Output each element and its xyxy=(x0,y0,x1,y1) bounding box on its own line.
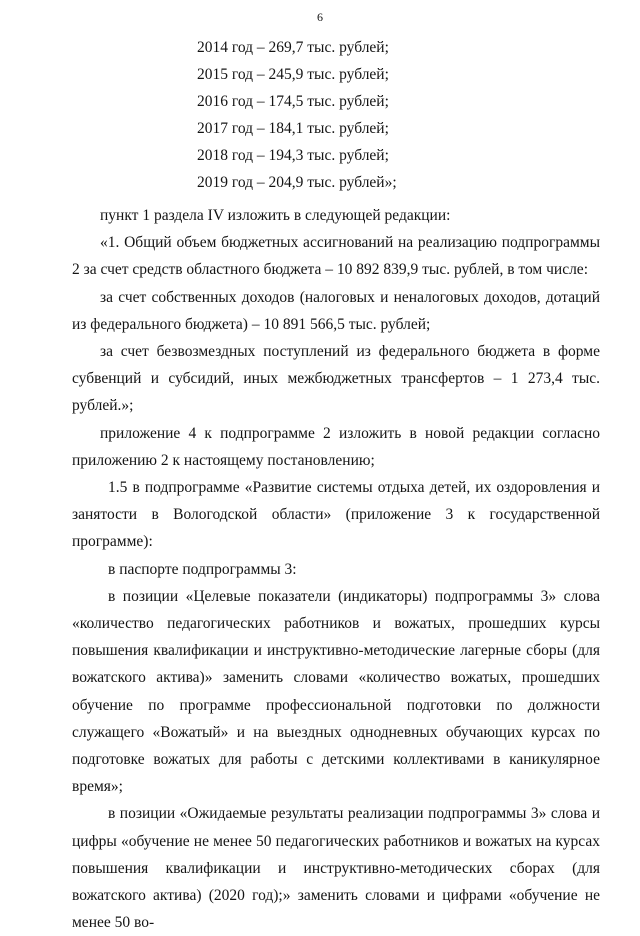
year-line-2017: 2017 год – 184,1 тыс. рублей; xyxy=(197,120,389,137)
year-line-2016: 2016 год – 174,5 тыс. рублей; xyxy=(197,93,389,110)
year-line-2014: 2014 год – 269,7 тыс. рублей; xyxy=(197,39,389,56)
funding-by-year-list xyxy=(197,34,397,196)
document-body xyxy=(72,202,600,936)
paragraph-appendix-4: приложение 4 к подпрограмме 2 изложить в новой редакции согласно приложению 2 к настоящему постановлению; xyxy=(72,424,600,469)
paragraph-total-budget: «1. Общий объем бюджетных ассигнований на реализацию подпрограммы 2 за счет средств областного бюджета – 10 892 839,9 тыс. рублей, в том числе: xyxy=(72,234,600,279)
page-number: 6 xyxy=(317,10,323,24)
paragraph-own-revenues: за счет собственных доходов (налоговых и неналоговых доходов, дотаций из федерального бюджета) – 10 891 566,5 тыс. рублей; xyxy=(72,288,600,333)
paragraph-federal-transfers: за счет безвозмездных поступлений из федерального бюджета в форме субвенций и субсидий, иных межбюджетных трансфертов – 1 273,4 тыс. рублей.»; xyxy=(72,343,600,415)
paragraph-section-iv-point-1: пункт 1 раздела IV изложить в следующей редакции: xyxy=(100,207,451,224)
year-line-2015: 2015 год – 245,9 тыс. рублей; xyxy=(197,66,389,83)
paragraph-subprogram-3-passport: в паспорте подпрограммы 3: xyxy=(108,560,297,578)
paragraph-expected-results: в позиции «Ожидаемые результаты реализации подпрограммы 3» слова и цифры «обучение не менее 50 педагогических работников и вожатых на курсах повышения квалификации и инструктивно-методических сборах (для вожатского актива) (2020 год);» заменить словами и цифрами «обучение не менее 50 во- xyxy=(72,805,600,932)
year-line-2019: 2019 год – 204,9 тыс. рублей»; xyxy=(197,174,397,191)
paragraph-target-indicators: в позиции «Целевые показатели (индикаторы) подпрограммы 3» слова «количество педагогических работников и вожатых, прошедших курсы повышения квалификации и инструктивно-методические лагерные сборы (для вожатского актива)» заменить словами «количество вожатых, прошедших обучение по программе профессиональной подготовки по должности служащего «Вожатый» и на выездных однодневных обучающих курсах по подготовке вожатых для работы с детскими коллективами в каникулярное время»; xyxy=(72,587,600,796)
paragraph-subprogram-3-heading: 1.5 в подпрограмме «Развитие системы отдыха детей, их оздоровления и занятости в Вологодской области» (приложение 3 к государственной программе): xyxy=(72,479,600,551)
year-line-2018: 2018 год – 194,3 тыс. рублей; xyxy=(197,147,389,164)
